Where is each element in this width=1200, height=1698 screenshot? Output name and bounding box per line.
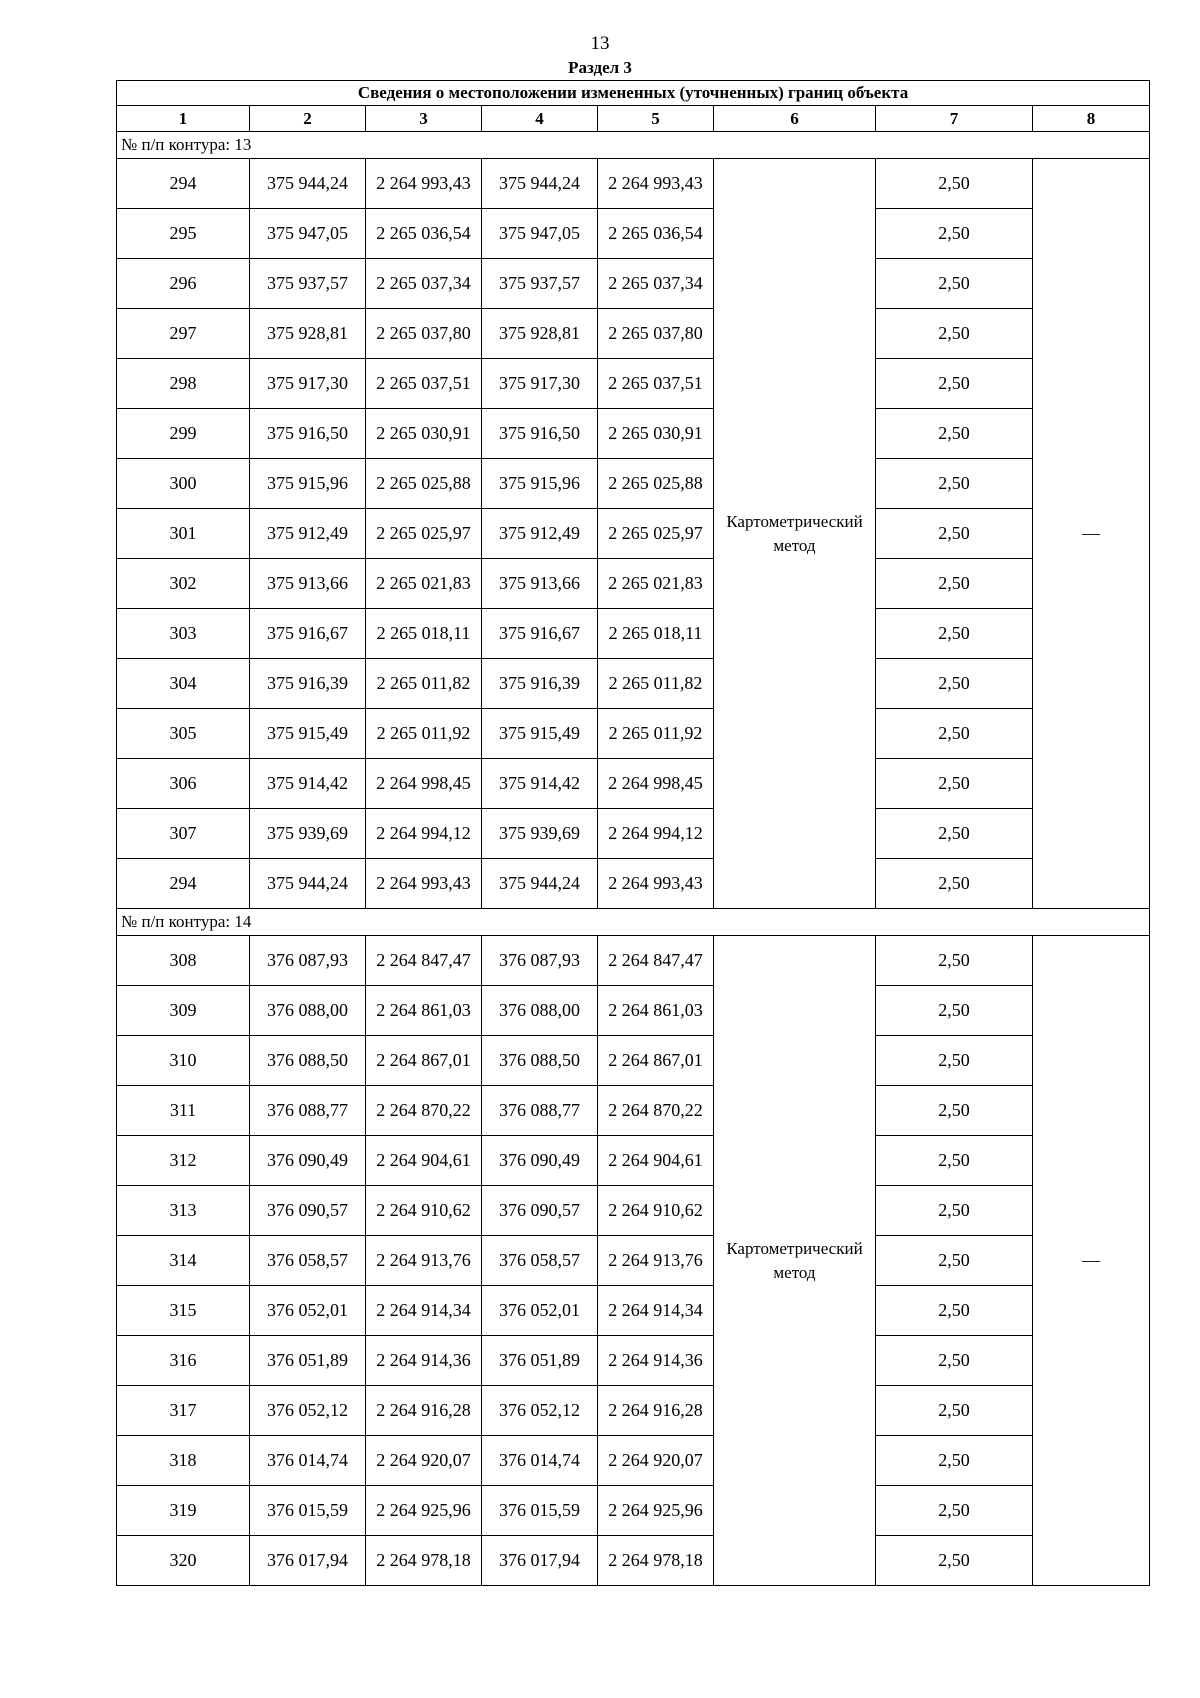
page-number: 13 bbox=[590, 33, 610, 54]
point-number: 319 bbox=[117, 1486, 250, 1536]
accuracy-value: 2,50 bbox=[876, 609, 1033, 659]
x-coordinate-new: 375 915,49 bbox=[482, 709, 598, 759]
column8-cell: — bbox=[1033, 936, 1150, 1586]
y-coordinate-new: 2 264 998,45 bbox=[598, 759, 714, 809]
y-coordinate-new: 2 264 920,07 bbox=[598, 1436, 714, 1486]
y-coordinate-new: 2 265 037,34 bbox=[598, 259, 714, 309]
x-coordinate-new: 376 052,12 bbox=[482, 1386, 598, 1436]
point-number: 314 bbox=[117, 1236, 250, 1286]
x-coordinate-new: 376 051,89 bbox=[482, 1336, 598, 1386]
y-coordinate-new: 2 264 910,62 bbox=[598, 1186, 714, 1236]
y-coordinate-new: 2 265 036,54 bbox=[598, 209, 714, 259]
x-coordinate-new: 376 087,93 bbox=[482, 936, 598, 986]
y-coordinate-new: 2 265 011,92 bbox=[598, 709, 714, 759]
table-row bbox=[117, 1286, 1150, 1336]
y-coordinate-new: 2 264 993,43 bbox=[598, 159, 714, 209]
x-coordinate-new: 376 088,50 bbox=[482, 1036, 598, 1086]
point-number: 320 bbox=[117, 1536, 250, 1586]
method-cell: Картометрический метод bbox=[714, 159, 876, 909]
accuracy-value: 2,50 bbox=[876, 209, 1033, 259]
y-coordinate-new: 2 265 011,82 bbox=[598, 659, 714, 709]
y-coordinate-new: 2 265 025,88 bbox=[598, 459, 714, 509]
x-coordinate-old: 375 937,57 bbox=[250, 259, 366, 309]
y-coordinate-new: 2 265 030,91 bbox=[598, 409, 714, 459]
column-number: 2 bbox=[250, 106, 366, 132]
point-number: 305 bbox=[117, 709, 250, 759]
y-coordinate-old: 2 265 036,54 bbox=[366, 209, 482, 259]
y-coordinate-old: 2 264 910,62 bbox=[366, 1186, 482, 1236]
y-coordinate-old: 2 265 018,11 bbox=[366, 609, 482, 659]
y-coordinate-old: 2 265 030,91 bbox=[366, 409, 482, 459]
accuracy-value: 2,50 bbox=[876, 159, 1033, 209]
y-coordinate-old: 2 264 870,22 bbox=[366, 1086, 482, 1136]
point-number: 308 bbox=[117, 936, 250, 986]
table-row bbox=[117, 986, 1150, 1036]
y-coordinate-new: 2 264 993,43 bbox=[598, 859, 714, 909]
accuracy-value: 2,50 bbox=[876, 1036, 1033, 1086]
column-number: 8 bbox=[1033, 106, 1150, 132]
x-coordinate-old: 375 917,30 bbox=[250, 359, 366, 409]
point-number: 311 bbox=[117, 1086, 250, 1136]
x-coordinate-new: 375 916,67 bbox=[482, 609, 598, 659]
y-coordinate-new: 2 264 916,28 bbox=[598, 1386, 714, 1436]
x-coordinate-old: 375 916,50 bbox=[250, 409, 366, 459]
y-coordinate-old: 2 265 025,88 bbox=[366, 459, 482, 509]
y-coordinate-old: 2 264 914,36 bbox=[366, 1336, 482, 1386]
table-row bbox=[117, 1486, 1150, 1536]
accuracy-value: 2,50 bbox=[876, 1286, 1033, 1336]
y-coordinate-new: 2 264 867,01 bbox=[598, 1036, 714, 1086]
y-coordinate-old: 2 264 867,01 bbox=[366, 1036, 482, 1086]
table-row bbox=[117, 159, 1150, 209]
table-row bbox=[117, 1186, 1150, 1236]
y-coordinate-old: 2 264 847,47 bbox=[366, 936, 482, 986]
y-coordinate-new: 2 264 904,61 bbox=[598, 1136, 714, 1186]
accuracy-value: 2,50 bbox=[876, 859, 1033, 909]
y-coordinate-old: 2 265 011,92 bbox=[366, 709, 482, 759]
y-coordinate-old: 2 265 011,82 bbox=[366, 659, 482, 709]
x-coordinate-old: 376 052,01 bbox=[250, 1286, 366, 1336]
point-number: 295 bbox=[117, 209, 250, 259]
y-coordinate-new: 2 265 021,83 bbox=[598, 559, 714, 609]
y-coordinate-old: 2 265 021,83 bbox=[366, 559, 482, 609]
point-number: 306 bbox=[117, 759, 250, 809]
column-number: 5 bbox=[598, 106, 714, 132]
y-coordinate-new: 2 264 914,34 bbox=[598, 1286, 714, 1336]
contour-label: № п/п контура: 14 bbox=[117, 909, 1150, 936]
y-coordinate-new: 2 265 018,11 bbox=[598, 609, 714, 659]
y-coordinate-new: 2 264 861,03 bbox=[598, 986, 714, 1036]
accuracy-value: 2,50 bbox=[876, 936, 1033, 986]
y-coordinate-old: 2 264 994,12 bbox=[366, 809, 482, 859]
x-coordinate-old: 375 947,05 bbox=[250, 209, 366, 259]
point-number: 302 bbox=[117, 559, 250, 609]
contour-header-row bbox=[117, 132, 1150, 159]
accuracy-value: 2,50 bbox=[876, 359, 1033, 409]
y-coordinate-old: 2 264 861,03 bbox=[366, 986, 482, 1036]
x-coordinate-old: 376 088,77 bbox=[250, 1086, 366, 1136]
x-coordinate-old: 376 052,12 bbox=[250, 1386, 366, 1436]
point-number: 294 bbox=[117, 859, 250, 909]
y-coordinate-new: 2 265 037,51 bbox=[598, 359, 714, 409]
table-row bbox=[117, 1386, 1150, 1436]
x-coordinate-new: 375 912,49 bbox=[482, 509, 598, 559]
y-coordinate-old: 2 264 925,96 bbox=[366, 1486, 482, 1536]
y-coordinate-old: 2 264 993,43 bbox=[366, 859, 482, 909]
table-row bbox=[117, 509, 1150, 559]
table-row bbox=[117, 809, 1150, 859]
method-cell: Картометрический метод bbox=[714, 936, 876, 1586]
point-number: 313 bbox=[117, 1186, 250, 1236]
x-coordinate-new: 375 944,24 bbox=[482, 159, 598, 209]
x-coordinate-old: 375 915,49 bbox=[250, 709, 366, 759]
x-coordinate-old: 376 088,50 bbox=[250, 1036, 366, 1086]
table-body bbox=[117, 81, 1150, 1586]
table-row bbox=[117, 609, 1150, 659]
table-row bbox=[117, 709, 1150, 759]
table-row bbox=[117, 559, 1150, 609]
x-coordinate-new: 375 944,24 bbox=[482, 859, 598, 909]
point-number: 318 bbox=[117, 1436, 250, 1486]
y-coordinate-old: 2 264 998,45 bbox=[366, 759, 482, 809]
column8-cell: — bbox=[1033, 159, 1150, 909]
column-number: 3 bbox=[366, 106, 482, 132]
table-row bbox=[117, 1536, 1150, 1586]
y-coordinate-new: 2 264 847,47 bbox=[598, 936, 714, 986]
point-number: 307 bbox=[117, 809, 250, 859]
point-number: 316 bbox=[117, 1336, 250, 1386]
table-row bbox=[117, 459, 1150, 509]
x-coordinate-new: 375 913,66 bbox=[482, 559, 598, 609]
accuracy-value: 2,50 bbox=[876, 559, 1033, 609]
point-number: 298 bbox=[117, 359, 250, 409]
point-number: 304 bbox=[117, 659, 250, 709]
accuracy-value: 2,50 bbox=[876, 1236, 1033, 1286]
x-coordinate-old: 376 090,49 bbox=[250, 1136, 366, 1186]
x-coordinate-new: 376 052,01 bbox=[482, 1286, 598, 1336]
y-coordinate-old: 2 265 025,97 bbox=[366, 509, 482, 559]
x-coordinate-old: 375 914,42 bbox=[250, 759, 366, 809]
x-coordinate-new: 375 928,81 bbox=[482, 309, 598, 359]
x-coordinate-new: 375 939,69 bbox=[482, 809, 598, 859]
table-caption: Сведения о местоположении измененных (уточненных) границ объекта bbox=[117, 81, 1150, 106]
table-row bbox=[117, 1086, 1150, 1136]
accuracy-value: 2,50 bbox=[876, 259, 1033, 309]
table-row bbox=[117, 936, 1150, 986]
y-coordinate-old: 2 264 920,07 bbox=[366, 1436, 482, 1486]
table-row bbox=[117, 659, 1150, 709]
y-coordinate-old: 2 264 916,28 bbox=[366, 1386, 482, 1436]
y-coordinate-new: 2 264 925,96 bbox=[598, 1486, 714, 1536]
accuracy-value: 2,50 bbox=[876, 459, 1033, 509]
column-number: 4 bbox=[482, 106, 598, 132]
point-number: 296 bbox=[117, 259, 250, 309]
accuracy-value: 2,50 bbox=[876, 1136, 1033, 1186]
accuracy-value: 2,50 bbox=[876, 659, 1033, 709]
point-number: 310 bbox=[117, 1036, 250, 1086]
accuracy-value: 2,50 bbox=[876, 809, 1033, 859]
x-coordinate-old: 376 017,94 bbox=[250, 1536, 366, 1586]
y-coordinate-new: 2 264 994,12 bbox=[598, 809, 714, 859]
coordinates-table bbox=[116, 80, 1150, 1586]
column-number: 1 bbox=[117, 106, 250, 132]
table-row bbox=[117, 409, 1150, 459]
accuracy-value: 2,50 bbox=[876, 709, 1033, 759]
point-number: 294 bbox=[117, 159, 250, 209]
accuracy-value: 2,50 bbox=[876, 1436, 1033, 1486]
x-coordinate-new: 375 917,30 bbox=[482, 359, 598, 409]
table-row bbox=[117, 759, 1150, 809]
x-coordinate-old: 375 916,39 bbox=[250, 659, 366, 709]
y-coordinate-old: 2 265 037,34 bbox=[366, 259, 482, 309]
x-coordinate-old: 376 058,57 bbox=[250, 1236, 366, 1286]
y-coordinate-new: 2 265 037,80 bbox=[598, 309, 714, 359]
table-row bbox=[117, 1036, 1150, 1086]
x-coordinate-new: 375 915,96 bbox=[482, 459, 598, 509]
x-coordinate-new: 376 014,74 bbox=[482, 1436, 598, 1486]
point-number: 317 bbox=[117, 1386, 250, 1436]
accuracy-value: 2,50 bbox=[876, 759, 1033, 809]
y-coordinate-old: 2 264 914,34 bbox=[366, 1286, 482, 1336]
x-coordinate-new: 376 090,49 bbox=[482, 1136, 598, 1186]
column-number: 7 bbox=[876, 106, 1033, 132]
x-coordinate-old: 375 928,81 bbox=[250, 309, 366, 359]
x-coordinate-new: 375 937,57 bbox=[482, 259, 598, 309]
y-coordinate-new: 2 264 913,76 bbox=[598, 1236, 714, 1286]
y-coordinate-old: 2 265 037,51 bbox=[366, 359, 482, 409]
x-coordinate-old: 375 939,69 bbox=[250, 809, 366, 859]
x-coordinate-old: 376 051,89 bbox=[250, 1336, 366, 1386]
y-coordinate-new: 2 264 914,36 bbox=[598, 1336, 714, 1386]
accuracy-value: 2,50 bbox=[876, 509, 1033, 559]
contour-label: № п/п контура: 13 bbox=[117, 132, 1150, 159]
table-row bbox=[117, 1236, 1150, 1286]
y-coordinate-old: 2 264 904,61 bbox=[366, 1136, 482, 1186]
x-coordinate-old: 375 916,67 bbox=[250, 609, 366, 659]
column-number: 6 bbox=[714, 106, 876, 132]
y-coordinate-new: 2 265 025,97 bbox=[598, 509, 714, 559]
table-row bbox=[117, 859, 1150, 909]
column-number-row bbox=[117, 106, 1150, 132]
table-row bbox=[117, 1436, 1150, 1486]
x-coordinate-old: 376 090,57 bbox=[250, 1186, 366, 1236]
accuracy-value: 2,50 bbox=[876, 1186, 1033, 1236]
x-coordinate-old: 376 087,93 bbox=[250, 936, 366, 986]
x-coordinate-new: 375 947,05 bbox=[482, 209, 598, 259]
x-coordinate-old: 375 913,66 bbox=[250, 559, 366, 609]
x-coordinate-old: 375 944,24 bbox=[250, 159, 366, 209]
accuracy-value: 2,50 bbox=[876, 1086, 1033, 1136]
contour-header-row bbox=[117, 909, 1150, 936]
point-number: 312 bbox=[117, 1136, 250, 1186]
accuracy-value: 2,50 bbox=[876, 409, 1033, 459]
point-number: 309 bbox=[117, 986, 250, 1036]
point-number: 299 bbox=[117, 409, 250, 459]
x-coordinate-new: 376 058,57 bbox=[482, 1236, 598, 1286]
accuracy-value: 2,50 bbox=[876, 309, 1033, 359]
x-coordinate-new: 376 017,94 bbox=[482, 1536, 598, 1586]
y-coordinate-old: 2 264 978,18 bbox=[366, 1536, 482, 1586]
point-number: 303 bbox=[117, 609, 250, 659]
x-coordinate-new: 375 916,50 bbox=[482, 409, 598, 459]
table-row bbox=[117, 1136, 1150, 1186]
point-number: 300 bbox=[117, 459, 250, 509]
x-coordinate-new: 376 015,59 bbox=[482, 1486, 598, 1536]
point-number: 297 bbox=[117, 309, 250, 359]
point-number: 315 bbox=[117, 1286, 250, 1336]
y-coordinate-old: 2 264 993,43 bbox=[366, 159, 482, 209]
accuracy-value: 2,50 bbox=[876, 1536, 1033, 1586]
y-coordinate-new: 2 264 978,18 bbox=[598, 1536, 714, 1586]
x-coordinate-new: 376 088,77 bbox=[482, 1086, 598, 1136]
table-row bbox=[117, 359, 1150, 409]
table-row bbox=[117, 309, 1150, 359]
point-number: 301 bbox=[117, 509, 250, 559]
section-title: Раздел 3 bbox=[568, 58, 632, 77]
accuracy-value: 2,50 bbox=[876, 1486, 1033, 1536]
x-coordinate-new: 376 090,57 bbox=[482, 1186, 598, 1236]
y-coordinate-old: 2 264 913,76 bbox=[366, 1236, 482, 1286]
y-coordinate-old: 2 265 037,80 bbox=[366, 309, 482, 359]
x-coordinate-old: 375 944,24 bbox=[250, 859, 366, 909]
x-coordinate-old: 376 088,00 bbox=[250, 986, 366, 1036]
table-row bbox=[117, 1336, 1150, 1386]
x-coordinate-old: 376 014,74 bbox=[250, 1436, 366, 1486]
table-row bbox=[117, 209, 1150, 259]
x-coordinate-old: 375 912,49 bbox=[250, 509, 366, 559]
x-coordinate-new: 376 088,00 bbox=[482, 986, 598, 1036]
accuracy-value: 2,50 bbox=[876, 986, 1033, 1036]
x-coordinate-new: 375 916,39 bbox=[482, 659, 598, 709]
y-coordinate-new: 2 264 870,22 bbox=[598, 1086, 714, 1136]
table-caption-row bbox=[117, 81, 1150, 106]
accuracy-value: 2,50 bbox=[876, 1386, 1033, 1436]
x-coordinate-old: 376 015,59 bbox=[250, 1486, 366, 1536]
table-row bbox=[117, 259, 1150, 309]
x-coordinate-old: 375 915,96 bbox=[250, 459, 366, 509]
x-coordinate-new: 375 914,42 bbox=[482, 759, 598, 809]
accuracy-value: 2,50 bbox=[876, 1336, 1033, 1386]
